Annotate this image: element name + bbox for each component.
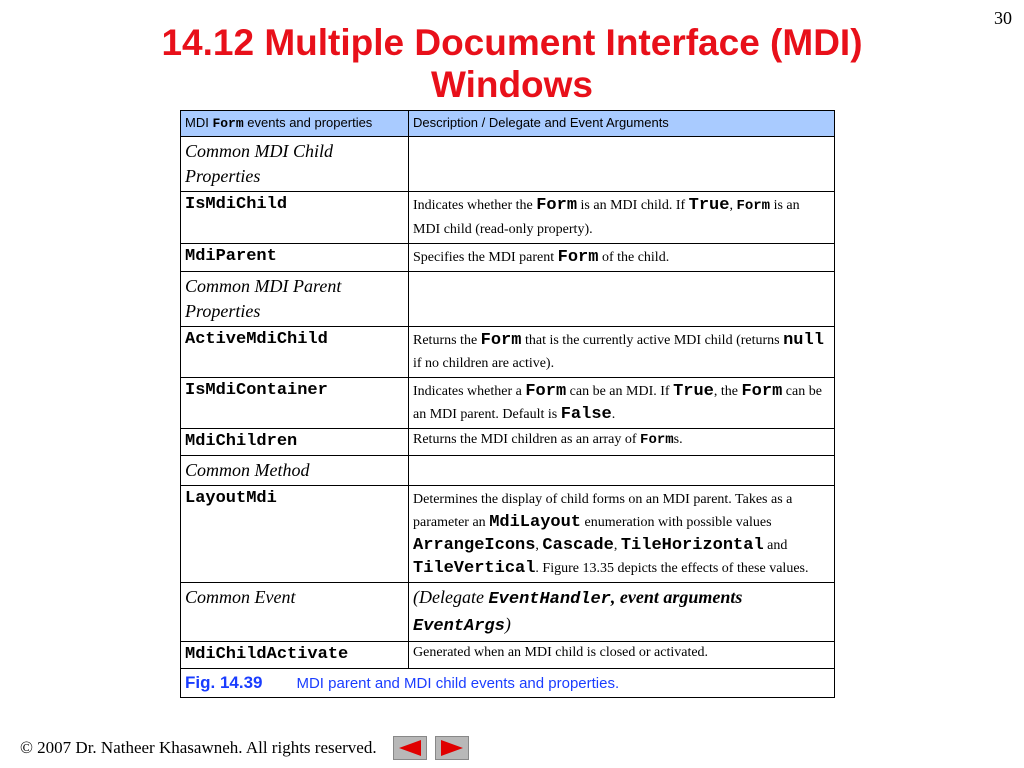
figure-caption-text: MDI parent and MDI child events and properties.: [296, 675, 620, 692]
mdi-properties-table: [180, 110, 835, 698]
section-label: Common Event: [181, 583, 409, 642]
event-description: Generated when an MDI child is closed or activated.: [409, 642, 835, 669]
table-row: [181, 486, 835, 583]
triangle-right-icon: [439, 740, 465, 756]
table-row: [181, 192, 835, 244]
property-description: Returns the MDI children as an array of Forms.: [409, 429, 835, 456]
property-name: ActiveMdiChild: [181, 327, 409, 378]
property-description: Indicates whether a Form can be an MDI. If True, the Form can be an MDI parent. Default is False.: [409, 378, 835, 429]
property-description: Returns the Form that is the currently active MDI child (returns null if no children are active).: [409, 327, 835, 378]
triangle-left-icon: [397, 740, 423, 756]
section-label: Common MDI Child Properties: [181, 137, 409, 192]
property-description: Specifies the MDI parent Form of the child.: [409, 244, 835, 272]
page-number: 30: [994, 8, 1012, 28]
previous-slide-button[interactable]: [393, 736, 427, 760]
section-row-method: [181, 456, 835, 486]
header-col1: MDI Form events and properties: [181, 111, 409, 137]
next-slide-button[interactable]: [435, 736, 469, 760]
section-row-child-properties: [181, 137, 835, 192]
table-row: [181, 244, 835, 272]
figure-caption: [181, 669, 835, 698]
copyright-icon: ©: [20, 738, 33, 757]
header-col2: Description / Delegate and Event Arguments: [409, 111, 835, 137]
figure-caption-row: [181, 669, 835, 698]
table-header-row: [181, 111, 835, 137]
event-signature: (Delegate EventHandler, event arguments EventArgs): [409, 583, 835, 642]
method-description: Determines the display of child forms on an MDI parent. Takes as a parameter an MdiLayout enumeration with possible values ArrangeIcons, Cascade, TileHorizontal and TileVertical. Figure 13.35 depicts the effects of these values.: [409, 486, 835, 583]
copyright-footer: © 2007 Dr. Natheer Khasawneh. All rights reserved.: [20, 738, 377, 757]
section-row-parent-properties: [181, 272, 835, 327]
property-name: MdiParent: [181, 244, 409, 272]
table-row: [181, 378, 835, 429]
table-row: [181, 327, 835, 378]
property-name: MdiChildren: [181, 429, 409, 456]
event-name: MdiChildActivate: [181, 642, 409, 669]
property-name: IsMdiChild: [181, 192, 409, 244]
section-row-event: [181, 583, 835, 642]
property-description: Indicates whether the Form is an MDI child. If True, Form is an MDI child (read-only property).: [409, 192, 835, 244]
table-row: [181, 642, 835, 669]
property-name: IsMdiContainer: [181, 378, 409, 429]
section-label: Common MDI Parent Properties: [181, 272, 409, 327]
section-label: Common Method: [181, 456, 409, 486]
method-name: LayoutMdi: [181, 486, 409, 583]
table-row: [181, 429, 835, 456]
figure-label: Fig. 14.39: [185, 673, 263, 692]
slide-title: 14.12 Multiple Document Interface (MDI) Windows: [161, 22, 863, 105]
